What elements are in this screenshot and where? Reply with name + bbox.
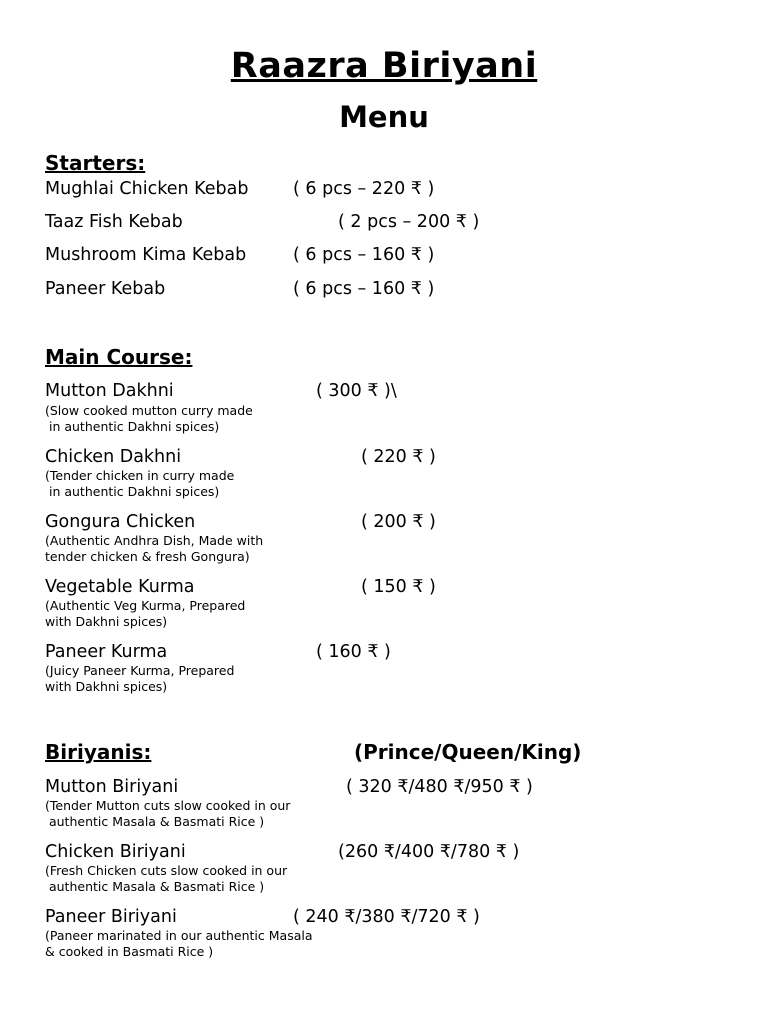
main-course-item-description: in authentic Dakhni spices) xyxy=(45,484,220,499)
main-course-item-description: (Authentic Veg Kurma, Prepared xyxy=(45,598,246,613)
menu-subtitle: Menu xyxy=(339,100,429,134)
main-course-heading: Main Course: xyxy=(45,345,193,369)
biriyani-item-description: (Paneer marinated in our authentic Masala xyxy=(45,928,313,943)
starter-item-price: ( 6 pcs – 220 ₹ ) xyxy=(293,179,435,199)
starter-item-name: Taaz Fish Kebab xyxy=(45,212,183,232)
main-course-item-name: Chicken Dakhni xyxy=(45,447,182,467)
biriyani-item-price: ( 240 ₹/380 ₹/720 ₹ ) xyxy=(293,907,480,927)
main-course-item-description: in authentic Dakhni spices) xyxy=(45,419,220,434)
starter-item-price: ( 2 pcs – 200 ₹ ) xyxy=(338,212,480,232)
biriyani-item-price: ( 320 ₹/480 ₹/950 ₹ ) xyxy=(346,777,533,797)
biriyani-item-name: Paneer Biriyani xyxy=(45,907,177,927)
starter-item-name: Mushroom Kima Kebab xyxy=(45,245,247,265)
main-course-item-price: ( 160 ₹ ) xyxy=(316,642,391,662)
restaurant-title: Raazra Biriyani xyxy=(230,46,538,86)
starter-item-price: ( 6 pcs – 160 ₹ ) xyxy=(293,245,435,265)
main-course-item-description: (Slow cooked mutton curry made xyxy=(45,403,253,418)
main-course-item-name: Gongura Chicken xyxy=(45,512,196,532)
main-course-item-description: with Dakhni spices) xyxy=(45,614,168,629)
starter-item-name: Paneer Kebab xyxy=(45,279,166,299)
main-course-item-name: Paneer Kurma xyxy=(45,642,168,662)
main-course-item-description: (Authentic Andhra Dish, Made with xyxy=(45,533,264,548)
biriyani-item-price: (260 ₹/400 ₹/780 ₹ ) xyxy=(338,842,520,862)
biriyani-item-name: Mutton Biriyani xyxy=(45,777,179,797)
main-course-item-description: tender chicken & fresh Gongura) xyxy=(45,549,250,564)
main-course-item-price: ( 200 ₹ ) xyxy=(361,512,436,532)
biriyani-item-description: authentic Masala & Basmati Rice ) xyxy=(45,814,265,829)
main-course-item-price: ( 300 ₹ )\ xyxy=(316,381,397,401)
main-course-item-description: with Dakhni spices) xyxy=(45,679,168,694)
main-course-item-name: Vegetable Kurma xyxy=(45,577,195,597)
biriyanis-heading: Biriyanis: xyxy=(45,740,152,764)
main-course-item-price: ( 220 ₹ ) xyxy=(361,447,436,467)
biriyani-item-description: (Tender Mutton cuts slow cooked in our xyxy=(45,798,291,813)
biriyani-item-name: Chicken Biriyani xyxy=(45,842,186,862)
starter-item-price: ( 6 pcs – 160 ₹ ) xyxy=(293,279,435,299)
main-course-item-description: (Tender chicken in curry made xyxy=(45,468,235,483)
main-course-item-price: ( 150 ₹ ) xyxy=(361,577,436,597)
biriyani-item-description: (Fresh Chicken cuts slow cooked in our xyxy=(45,863,288,878)
biriyani-item-description: & cooked in Basmati Rice ) xyxy=(45,944,214,959)
starters-heading: Starters: xyxy=(45,151,146,175)
biriyani-item-description: authentic Masala & Basmati Rice ) xyxy=(45,879,265,894)
starter-item-name: Mughlai Chicken Kebab xyxy=(45,179,249,199)
main-course-item-name: Mutton Dakhni xyxy=(45,381,174,401)
biriyani-sizes-label: (Prince/Queen/King) xyxy=(354,740,582,764)
main-course-item-description: (Juicy Paneer Kurma, Prepared xyxy=(45,663,235,678)
